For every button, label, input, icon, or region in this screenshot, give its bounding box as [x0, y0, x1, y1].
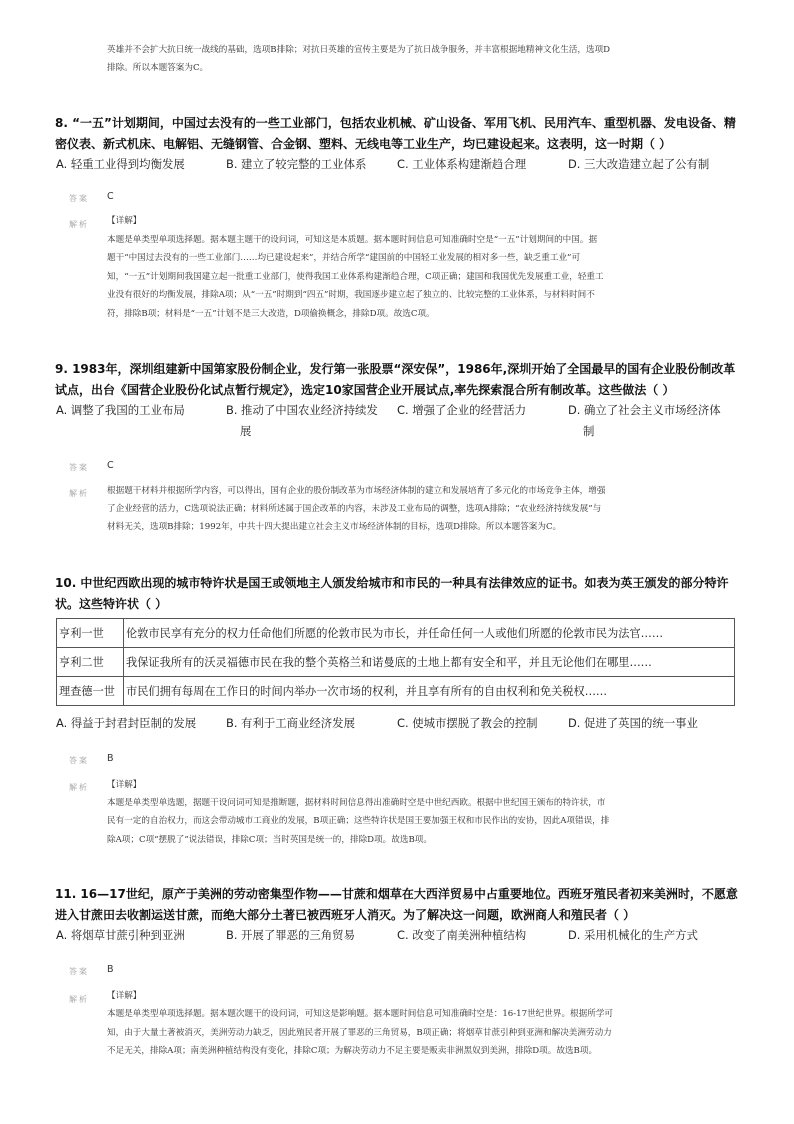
option-b[interactable]: B. 建立了较完整的工业体系	[226, 157, 367, 171]
analysis-line: 【详解】	[107, 991, 142, 1001]
table-cell-king: 亨利二世	[57, 648, 124, 677]
question-stem: 试点，出台《国营企业股份化试点暂行规定》，选定10家国营企业开展试点,率先探索混合所有制改革。这些做法（ ）	[55, 383, 675, 397]
question-stem: 11. 16—17世纪，原产于美洲的劳动密集型作物——甘蔗和烟草在大西洋贸易中占重要地位。西班牙殖民者初来美洲时，不愿意	[55, 887, 738, 901]
analysis-line: 了企业经营的活力，C选项说法正确；材料所述属于国企改革的内容，未涉及工业布局的调整，选项A排除；“农业经济持续发展”与	[107, 504, 602, 514]
analysis-line: 不足无关，排除A项；南美洲种植结构没有变化，排除C项；为解决劳动力不足主要是贩卖非洲黑奴到美洲，排除D项。故选B项。	[107, 1046, 598, 1056]
analysis-line: 【详解】	[107, 780, 142, 790]
answer-label: 答案	[69, 967, 89, 976]
option-d[interactable]: D. 采用机械化的生产方式	[568, 928, 698, 942]
table-row	[57, 619, 735, 648]
question-stem: 进入甘蔗田去收割运送甘蔗，而绝大部分土著已被西班牙人消灭。为了解决这一问题，欧洲商人和殖民者（ ）	[55, 908, 636, 922]
answer-value: B	[107, 964, 114, 975]
answer-value: B	[107, 753, 114, 764]
answer-value: C	[107, 460, 114, 471]
option-b[interactable]: B. 开展了罪恶的三角贸易	[226, 928, 355, 942]
analysis-line: 除A项；C项“摆脱了”说法错误，排除C项；当时英国是统一的，排除D项。故选B项。	[107, 835, 432, 845]
prev-explanation-line: 排除。所以本题答案为C。	[107, 63, 209, 73]
analysis-line: 民有一定的自治权力，而这会带动城市工商业的发展，B项正确；这些特许状是国王要加强王权和市民作出的安协，因此A项错误，排	[107, 816, 610, 826]
option-c[interactable]: C. 工业体系构建渐趋合理	[397, 157, 527, 171]
analysis-label: 解析	[69, 220, 89, 229]
option-a[interactable]: A. 调整了我国的工业布局	[56, 403, 185, 417]
analysis-label: 解析	[69, 995, 89, 1004]
question-stem: 10. 中世纪西欧出现的城市特许状是国王或领地主人颁发给城市和市民的一种具有法律效应的证书。如表为英王颁发的部分特许	[55, 576, 729, 590]
option-a[interactable]: A. 将烟草甘蔗引种到亚洲	[56, 928, 185, 942]
table-cell-king: 亨利一世	[57, 619, 124, 648]
option-b-continued: 展	[240, 424, 252, 438]
analysis-line: 知，“一五”计划期间我国建立起一批重工业部门，使得我国工业体系构建渐趋合理，C项正确；建国和我国优先发展重工业，轻重工	[107, 272, 604, 282]
analysis-line: 本题是单类型单项选择题。据本题主题干的设问词，可知这是本质题。据本题时间信息可知准确时空是“一五”计划期间的中国。据	[107, 235, 598, 245]
option-d[interactable]: D. 三大改造建立起了公有制	[568, 157, 710, 171]
table-cell-content: 我保证我所有的沃灵福德市民在我的整个英格兰和诺曼底的土地上都有安全和平，并且无论他们在哪里……	[124, 648, 735, 677]
option-c[interactable]: C. 改变了南美洲种植结构	[397, 928, 527, 942]
analysis-line: 本题是单类型单选题，据题干设问词可知是推断题，据材料时间信息得出准确时空是中世纪西欧。根据中世纪国王颁布的特许状，市	[107, 798, 606, 808]
table-row	[57, 677, 735, 706]
prev-explanation-line: 英雄并不会扩大抗日统一战线的基础，选项B排除；对抗日英雄的宣传主要是为了抗日战争服务，并丰富根据地精神文化生活，选项D	[107, 45, 611, 55]
option-d[interactable]: D. 确立了社会主义市场经济体	[568, 403, 721, 417]
question-stem: 8. “一五”计划期间，中国过去没有的一些工业部门，包括农业机械、矿山设备、军用飞机、民用汽车、重型机器、发电设备、精	[55, 116, 736, 130]
answer-label: 答案	[69, 756, 89, 765]
analysis-label: 解析	[69, 489, 89, 498]
table-cell-content: 市民们拥有每周在工作日的时间内举办一次市场的权利，并且享有所有的自由权利和免关税权……	[124, 677, 735, 706]
option-d-continued: 制	[583, 424, 595, 438]
analysis-line: 材料无关，选项B排除；1992年，中共十四大提出建立社会主义市场经济体制的目标，选项D排除。所以本题答案为C。	[107, 522, 562, 532]
answer-value: C	[107, 191, 114, 202]
answer-label: 答案	[69, 463, 89, 472]
analysis-label: 解析	[69, 783, 89, 792]
option-a[interactable]: A. 轻重工业得到均衡发展	[56, 157, 185, 171]
charter-table	[56, 618, 735, 706]
option-c[interactable]: C. 使城市摆脱了教会的控制	[397, 716, 538, 730]
option-c[interactable]: C. 增强了企业的经营活力	[397, 403, 527, 417]
option-b[interactable]: B. 推动了中国农业经济持续发	[226, 403, 378, 417]
option-a[interactable]: A. 得益于封君封臣制的发展	[56, 716, 197, 730]
analysis-line: 题干“中国过去没有的一些工业部门……均已建设起来”，并结合所学“建国前的中国轻工业发展的相对多一些，缺乏重工业”可	[107, 253, 581, 263]
analysis-line: 根据题干材料并根据所学内容，可以得出，国有企业的股份制改革为市场经济体制的建立和发展培育了多元化的市场竞争主体，增强	[107, 486, 606, 496]
analysis-line: 【详解】	[107, 216, 142, 226]
table-cell-content: 伦敦市民享有充分的权力任命他们所愿的伦敦市民为市长，并任命任何一人或他们所愿的伦敦市民为法官……	[124, 619, 735, 648]
option-d[interactable]: D. 促进了英国的统一事业	[568, 716, 698, 730]
analysis-line: 业没有很好的均衡发展，排除A项；从“一五”时期到“四五”时期，我国逐步建立起了独立的、比较完整的工业体系，与材料时间不	[107, 290, 595, 300]
option-b[interactable]: B. 有利于工商业经济发展	[226, 716, 355, 730]
answer-label: 答案	[69, 194, 89, 203]
question-stem: 9. 1983年，深圳组建新中国第家股份制企业，发行第一张股票“深安保”，1986年,深圳开始了全国最早的国有企业股份制改革	[55, 362, 736, 376]
analysis-line: 本题是单类型单项选择题。据本题次题干的设问词，可知这是影响题。据本题时间信息可知准确时空是：16-17世纪世界。根据所学可	[107, 1009, 614, 1019]
analysis-line: 符，排除B项；材料是“一五”计划不是三大改造，D项偷换概念，排除D项。故选C项。	[107, 309, 435, 319]
analysis-line: 知，由于大量土著被消灭，美洲劳动力缺乏，因此殖民者开展了罪恶的三角贸易，B项正确；将烟草甘蔗引种到亚洲和解决美洲劳动力	[107, 1028, 612, 1038]
question-stem: 密仪表、新式机床、电解铝、无缝钢管、合金钢、塑料、无线电等工业生产，均已建设起来。这表明，这一时期（ ）	[55, 137, 672, 151]
table-cell-king: 理查德一世	[57, 677, 124, 706]
question-stem: 状。这些特许状（ ）	[55, 597, 168, 611]
table-row	[57, 648, 735, 677]
